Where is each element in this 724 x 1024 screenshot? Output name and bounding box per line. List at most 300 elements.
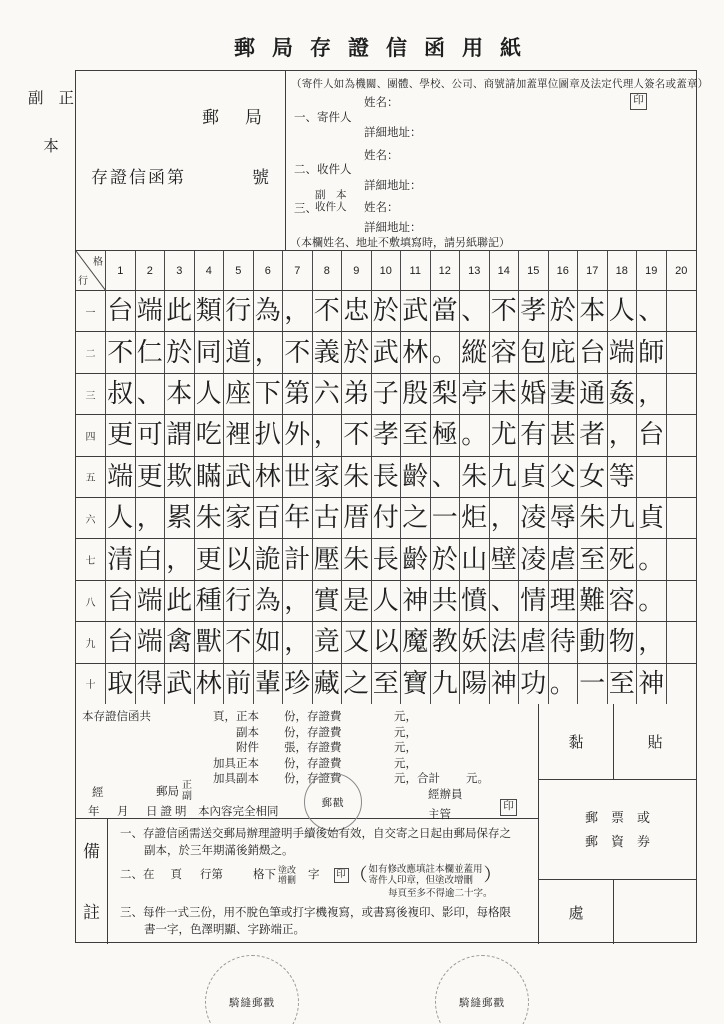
grid-char-cell: ，	[637, 374, 667, 414]
grid-row-label: 六	[76, 498, 106, 538]
grid-char-cell: 朱	[195, 498, 225, 538]
certify-copy-original: 正	[182, 780, 192, 791]
grid-char-cell: 不	[313, 291, 343, 331]
grid-char-cell: 如	[254, 622, 284, 662]
remark2-alteration-label	[278, 866, 296, 885]
grid-char-cell: 端	[106, 457, 136, 497]
copy-type-label	[28, 86, 74, 156]
grid-char-cell: 甚	[549, 415, 579, 455]
fee-line	[76, 710, 538, 726]
grid-char-cell: 一	[578, 664, 608, 704]
text-grid	[76, 251, 696, 704]
grid-char-cell: 為	[254, 291, 284, 331]
grid-char-cell: 獸	[195, 622, 225, 662]
grid-char-cell: 武	[224, 457, 254, 497]
grid-char-cell: 不	[342, 415, 372, 455]
grid-char-cell: 妻	[549, 374, 579, 414]
fee-blank	[259, 726, 284, 742]
grid-char-cell: 種	[195, 581, 225, 621]
sender-name-label: 姓名：	[364, 97, 399, 109]
grid-row	[76, 581, 696, 622]
grid-column-header: 20	[675, 264, 688, 277]
sender-address-label: 詳細地址：	[364, 127, 422, 139]
grid-char-cell: 梨	[431, 374, 461, 414]
fee-blank	[259, 710, 284, 726]
postage-line2: 郵 資 券	[584, 833, 650, 849]
remark2-alter-top: 塗改	[278, 865, 297, 875]
grid-char-cell: 台	[106, 291, 136, 331]
place-label: 處	[539, 880, 614, 944]
grid-char-cell: 凌	[519, 498, 549, 538]
grid-char-cell: 武	[372, 332, 402, 372]
remark-item2	[120, 862, 534, 889]
grid-char-cell: 以	[372, 622, 402, 662]
grid-char-cell: 齡	[401, 457, 431, 497]
grid-char-cell: 珍	[283, 664, 313, 704]
grid-char-cell: 裡	[224, 415, 254, 455]
remark2-prefix: 二、在	[120, 869, 155, 881]
grid-row	[76, 291, 696, 332]
grid-char-cell: 林	[254, 457, 284, 497]
grid-char-cell: 類	[195, 291, 225, 331]
grid-char-cell: 前	[224, 664, 254, 704]
grid-row-label: 三	[76, 374, 106, 414]
fee-total-amount-label: 元。	[466, 773, 489, 785]
grid-char-cell: 為	[254, 581, 284, 621]
remark2-word-label: 字	[308, 869, 320, 881]
grid-char-cell: 謂	[165, 415, 195, 455]
fee-item-label: 加具副本	[213, 773, 259, 785]
certify-office-label: 郵局	[156, 786, 179, 798]
grid-char-cell: 實	[313, 581, 343, 621]
cc-recipient-index: 三、	[294, 203, 317, 215]
certify-identical-label: 本內容完全相同	[198, 806, 279, 818]
grid-row	[76, 415, 696, 456]
grid-char-cell: 理	[549, 581, 579, 621]
grid-char-cell: 朱	[342, 457, 372, 497]
form-title: 郵局存證信函用紙	[234, 36, 538, 60]
grid-char-cell: 九	[431, 664, 461, 704]
grid-char-cell: 通	[578, 374, 608, 414]
grid-char-cell: 女	[578, 457, 608, 497]
grid-column-header: 9	[342, 251, 372, 290]
grid-char-cell: 古	[313, 498, 343, 538]
supervisor-label: 主管	[428, 809, 451, 821]
grid-column-header: 2	[136, 251, 166, 290]
bottom-section	[76, 704, 696, 944]
grid-char-cell: 難	[578, 581, 608, 621]
grid-corner-cell	[76, 251, 106, 290]
grid-char-cell: 端	[136, 291, 166, 331]
grid-char-cell: 。	[637, 581, 667, 621]
grid-char-cell: ，	[283, 291, 313, 331]
grid-char-cell: 不	[283, 332, 313, 372]
grid-char-cell: 年	[283, 498, 313, 538]
grid-char-cell: 父	[549, 457, 579, 497]
grid-char-cell: 同	[195, 332, 225, 372]
grid-char-cell: 貞	[637, 498, 667, 538]
grid-char-cell: 付	[372, 498, 402, 538]
grid-char-cell: 神	[490, 664, 520, 704]
paste-label-left: 黏	[539, 704, 614, 779]
grid-char-cell: 白	[136, 539, 166, 579]
header-section	[76, 71, 709, 251]
grid-char-cell: 共	[431, 581, 461, 621]
grid-char-cell: 虐	[549, 539, 579, 579]
remark2-paren-open: （	[349, 865, 368, 885]
overflow-note: （本欄姓名、地址不敷填寫時，請另紙聯記）	[290, 237, 510, 249]
grid-char-cell: 法	[490, 622, 520, 662]
grid-char-cell: 孝	[519, 291, 549, 331]
grid-char-cell: 清	[106, 539, 136, 579]
grid-char-cell: 人	[195, 374, 225, 414]
grid-char-cell: ，	[283, 581, 313, 621]
grid-char-cell: 更	[195, 539, 225, 579]
grid-char-cell: 、	[431, 457, 461, 497]
grid-char-cell: ，	[136, 498, 166, 538]
remark2-paren-note	[369, 865, 483, 887]
grid-char-cell: 人	[372, 581, 402, 621]
cc-name-label: 姓名：	[364, 202, 399, 214]
grid-char-cell: 外	[283, 415, 313, 455]
grid-row-label: 九	[76, 622, 106, 662]
postage-line1: 郵 票 或	[584, 809, 650, 825]
grid-char-cell: 扒	[254, 415, 284, 455]
grid-char-cell: 姦	[608, 374, 638, 414]
grid-char-cell: 壁	[490, 539, 520, 579]
grid-char-cell: 此	[165, 581, 195, 621]
grid-char-cell: 於	[372, 291, 402, 331]
grid-row-label: 四	[76, 415, 106, 455]
perforation-postmark-right-label: 騎縫郵戳	[459, 997, 505, 1009]
grid-char-cell: 得	[136, 664, 166, 704]
remark2-seal-icon: 印	[334, 868, 349, 883]
grid-char-cell: 本	[165, 374, 195, 414]
grid-char-cell: 當	[431, 291, 461, 331]
grid-char-cell: 累	[165, 498, 195, 538]
grid-row	[76, 332, 696, 373]
grid-char-cell: 禽	[165, 622, 195, 662]
paste-stamp-block	[539, 704, 696, 944]
grid-column-header: 3	[165, 251, 195, 290]
grid-char-cell: 計	[283, 539, 313, 579]
grid-char-cell	[667, 622, 697, 662]
grid-column-header: 7	[283, 251, 313, 290]
fee-prefix-label: 本存證信函共	[82, 711, 151, 723]
grid-char-cell: 魔	[401, 622, 431, 662]
grid-char-cell: 庇	[549, 332, 579, 372]
grid-char-cell: 台	[578, 332, 608, 372]
grid-char-cell: 可	[136, 415, 166, 455]
remark2-note-line2: 寄件人印章，但塗改增刪	[368, 875, 474, 886]
certify-copy-duplicate: 副	[182, 791, 192, 802]
remark2-page-label: 頁	[170, 869, 182, 881]
post-office-label: 郵局	[202, 108, 288, 127]
fee-item-label: 副本	[236, 726, 259, 739]
grid-char-cell: 欺	[165, 457, 195, 497]
grid-char-cell: 齡	[401, 539, 431, 579]
remark-item1-line2: 副本，於三年期滿後銷燬之。	[144, 845, 294, 857]
remark2-paren-close: ）	[483, 865, 502, 885]
grid-char-cell: 道	[224, 332, 254, 372]
grid-body	[76, 291, 696, 704]
sender-seal-icon: 印	[630, 93, 647, 110]
grid-char-cell: 六	[313, 374, 343, 414]
cc-address-label: 詳細地址：	[364, 222, 422, 234]
grid-char-cell: 此	[165, 291, 195, 331]
grid-char-cell: 山	[460, 539, 490, 579]
fee-prefix-label	[76, 757, 189, 773]
grid-char-cell: 陽	[460, 664, 490, 704]
remark-item3-line1: 三、每件一式三份，用不脫色筆或打字機複寫，或書寫後複印、影印，每格限	[120, 907, 511, 919]
grid-column-header: 8	[313, 251, 343, 290]
grid-row-label: 七	[76, 539, 106, 579]
postage-stamp-area	[539, 780, 696, 880]
grid-char-cell: 極	[431, 415, 461, 455]
cc-recipient-role-label	[315, 190, 347, 214]
fee-line	[76, 757, 538, 773]
grid-row	[76, 539, 696, 580]
grid-char-cell: 尤	[490, 415, 520, 455]
grid-column-header: 6	[254, 251, 284, 290]
grid-char-cell	[667, 374, 697, 414]
grid-char-cell: 百	[254, 498, 284, 538]
grid-char-cell	[667, 457, 697, 497]
grid-char-cell: 至	[608, 664, 638, 704]
grid-char-cell: 婚	[519, 374, 549, 414]
grid-char-cell: 寶	[401, 664, 431, 704]
corner-label-column: 格	[93, 257, 103, 268]
grid-row-label: 十	[76, 664, 106, 704]
grid-char-cell: 仁	[136, 332, 166, 372]
recipient-address-label: 詳細地址：	[364, 180, 422, 192]
grid-char-cell: 辱	[549, 498, 579, 538]
grid-column-header: 19	[637, 251, 667, 290]
remarks-label-line2: 註	[83, 903, 100, 922]
grid-column-header: 1	[106, 251, 136, 290]
grid-char-cell: 於	[342, 332, 372, 372]
fee-unit-label: 份，存證費	[284, 726, 342, 739]
corner-label-row: 行	[78, 276, 88, 287]
grid-char-cell: 容	[608, 581, 638, 621]
grid-char-cell	[667, 539, 697, 579]
fee-unit-label: 份，存證費	[284, 711, 342, 723]
certify-date-label: 年 月 日證明	[88, 806, 190, 818]
grid-char-cell: 壓	[313, 539, 343, 579]
grid-char-cell: 下	[254, 374, 284, 414]
grid-char-cell: 不	[106, 332, 136, 372]
copy-label-original: 正	[58, 90, 74, 107]
fee-prefix-label	[76, 726, 189, 742]
grid-char-cell: 於	[165, 332, 195, 372]
grid-char-cell: 是	[342, 581, 372, 621]
grid-char-cell: 等	[608, 457, 638, 497]
grid-char-cell: 取	[106, 664, 136, 704]
fee-amount-label: 元，	[394, 757, 417, 770]
grid-char-cell	[667, 415, 697, 455]
perforation-postmark-left	[205, 955, 299, 1024]
grid-header-row	[76, 251, 696, 291]
fee-amount-label: 元，	[394, 742, 417, 754]
grid-char-cell: 亭	[460, 374, 490, 414]
grid-row-label: 二	[76, 332, 106, 372]
grid-char-cell: 吃	[195, 415, 225, 455]
grid-char-cell: 朱	[578, 498, 608, 538]
fee-unit-label: 張，存證費	[284, 742, 342, 754]
grid-char-cell: 至	[372, 664, 402, 704]
grid-char-cell: 家	[313, 457, 343, 497]
fee-line	[76, 726, 538, 742]
grid-char-cell: ，	[313, 415, 343, 455]
grid-char-cell	[637, 457, 667, 497]
grid-char-cell: 台	[637, 415, 667, 455]
grid-char-cell: 。	[549, 664, 579, 704]
parties-box	[286, 71, 709, 250]
remark2-cell-label: 格下	[253, 869, 276, 881]
grid-char-cell: 瞞	[195, 457, 225, 497]
place-empty-cell	[614, 880, 696, 944]
grid-char-cell: 。	[460, 415, 490, 455]
grid-char-cell: 至	[401, 415, 431, 455]
grid-char-cell: 。	[431, 332, 461, 372]
grid-char-cell: 武	[401, 291, 431, 331]
grid-char-cell: 孝	[372, 415, 402, 455]
grid-char-cell: 藏	[313, 664, 343, 704]
fee-unit-label: 份，存證費	[284, 757, 342, 770]
grid-char-cell	[667, 664, 697, 704]
form-frame	[75, 70, 709, 943]
place-row	[539, 880, 696, 944]
grid-column-header: 18	[608, 251, 638, 290]
grid-char-cell: 朱	[460, 457, 490, 497]
grid-column-header: 4	[195, 251, 225, 290]
grid-char-cell: 妖	[460, 622, 490, 662]
sender-seal-note: （寄件人如為機關、團體、學校、公司、商號請加蓋單位圖章及法定代理人簽名或蓋章）	[291, 79, 709, 90]
grid-char-cell	[667, 498, 697, 538]
grid-char-cell: 林	[401, 332, 431, 372]
fee-lines	[76, 710, 538, 788]
letter-number-suffix: 號	[252, 168, 269, 187]
remarks-section	[76, 819, 538, 944]
grid-row-label: 五	[76, 457, 106, 497]
fee-unit-label: 份，存證費	[284, 773, 342, 785]
remarks-label-line1: 備	[83, 842, 100, 861]
grid-column-header: 14	[490, 251, 520, 290]
grid-char-cell: 朱	[342, 539, 372, 579]
grid-char-cell: 端	[136, 581, 166, 621]
remark2-note-line3: 每頁至多不得逾二十字。	[388, 889, 493, 899]
sender-role-label: 一、寄件人	[294, 112, 352, 124]
fees-and-remarks-block	[76, 704, 539, 944]
grid-column-header: 10	[372, 251, 402, 290]
grid-char-cell: 行	[224, 291, 254, 331]
grid-column-header: 13	[460, 251, 490, 290]
grid-char-cell: 又	[342, 622, 372, 662]
grid-column-header: 11	[401, 251, 431, 290]
copy-label-duplicate: 副	[28, 90, 44, 107]
grid-char-cell: 情	[519, 581, 549, 621]
grid-char-cell: ，	[608, 415, 638, 455]
grid-char-cell: 憤	[460, 581, 490, 621]
fee-amount-label: 元，	[394, 711, 417, 723]
remark2-note-line1: 如有修改應填註本欄並蓋用	[368, 864, 483, 875]
grid-row-label: 八	[76, 581, 106, 621]
grid-char-cell: 台	[106, 581, 136, 621]
paste-label-right: 貼	[647, 735, 663, 751]
fee-item-label: 加具正本	[213, 757, 259, 770]
grid-char-cell: 之	[401, 498, 431, 538]
grid-char-cell: 。	[637, 539, 667, 579]
grid-char-cell: 、	[490, 581, 520, 621]
grid-char-cell: 座	[224, 374, 254, 414]
grid-char-cell: 九	[608, 498, 638, 538]
supervisor-seal-icon: 印	[500, 799, 517, 816]
recipient-role-label: 二、收件人	[294, 164, 352, 176]
grid-char-cell: ，	[490, 498, 520, 538]
remark-item3-line2: 書一字，色澤明顯、字跡端正。	[144, 924, 305, 936]
grid-column-header: 12	[431, 251, 461, 290]
grid-char-cell: 世	[283, 457, 313, 497]
grid-char-cell: 不	[490, 291, 520, 331]
post-office-box	[76, 71, 286, 250]
grid-char-cell: 、	[460, 291, 490, 331]
grid-char-cell: 炬	[460, 498, 490, 538]
grid-char-cell: 凌	[519, 539, 549, 579]
grid-char-cell: 、	[637, 291, 667, 331]
remark2-alter-bottom: 增刪	[278, 874, 297, 885]
fee-blank	[259, 741, 284, 757]
remarks-label	[76, 819, 108, 944]
grid-char-cell: 教	[431, 622, 461, 662]
grid-char-cell: 武	[165, 664, 195, 704]
fee-blank	[259, 757, 284, 773]
grid-char-cell: 包	[519, 332, 549, 372]
grid-char-cell	[667, 291, 697, 331]
grid-char-cell: 叔	[106, 374, 136, 414]
grid-row	[76, 374, 696, 415]
remark-item1-line1: 一、存證信函需送交郵局辦理證明手續後始有效，自交寄之日起由郵局保存之	[120, 828, 511, 840]
grid-char-cell: 物	[608, 622, 638, 662]
grid-char-cell: 殷	[401, 374, 431, 414]
grid-char-cell: 子	[372, 374, 402, 414]
grid-char-cell: 於	[549, 291, 579, 331]
grid-row	[76, 457, 696, 498]
grid-char-cell: ，	[254, 332, 284, 372]
postmark-circle: 郵戳	[304, 773, 362, 831]
fee-item-label: 附件	[236, 742, 259, 754]
grid-char-cell: 人	[106, 498, 136, 538]
grid-char-cell: 台	[106, 622, 136, 662]
grid-char-cell: 長	[372, 457, 402, 497]
grid-column-header: 5	[224, 251, 254, 290]
grid-char-cell: 貞	[519, 457, 549, 497]
grid-row	[76, 498, 696, 539]
grid-char-cell: 神	[637, 664, 667, 704]
grid-char-cell: 本	[578, 291, 608, 331]
grid-char-cell: 厝	[342, 498, 372, 538]
grid-char-cell: 未	[490, 374, 520, 414]
recipient-name-label: 姓名：	[364, 150, 399, 162]
copy-label-ben: 本	[43, 138, 59, 155]
grid-char-cell: 死	[608, 539, 638, 579]
grid-char-cell: 行	[224, 581, 254, 621]
grid-char-cell: 至	[578, 539, 608, 579]
grid-column-header: 16	[549, 251, 579, 290]
certify-copy-label	[182, 780, 192, 802]
fee-prefix-label	[76, 741, 189, 757]
grid-char-cell: 有	[519, 415, 549, 455]
remarks-content	[108, 819, 538, 944]
